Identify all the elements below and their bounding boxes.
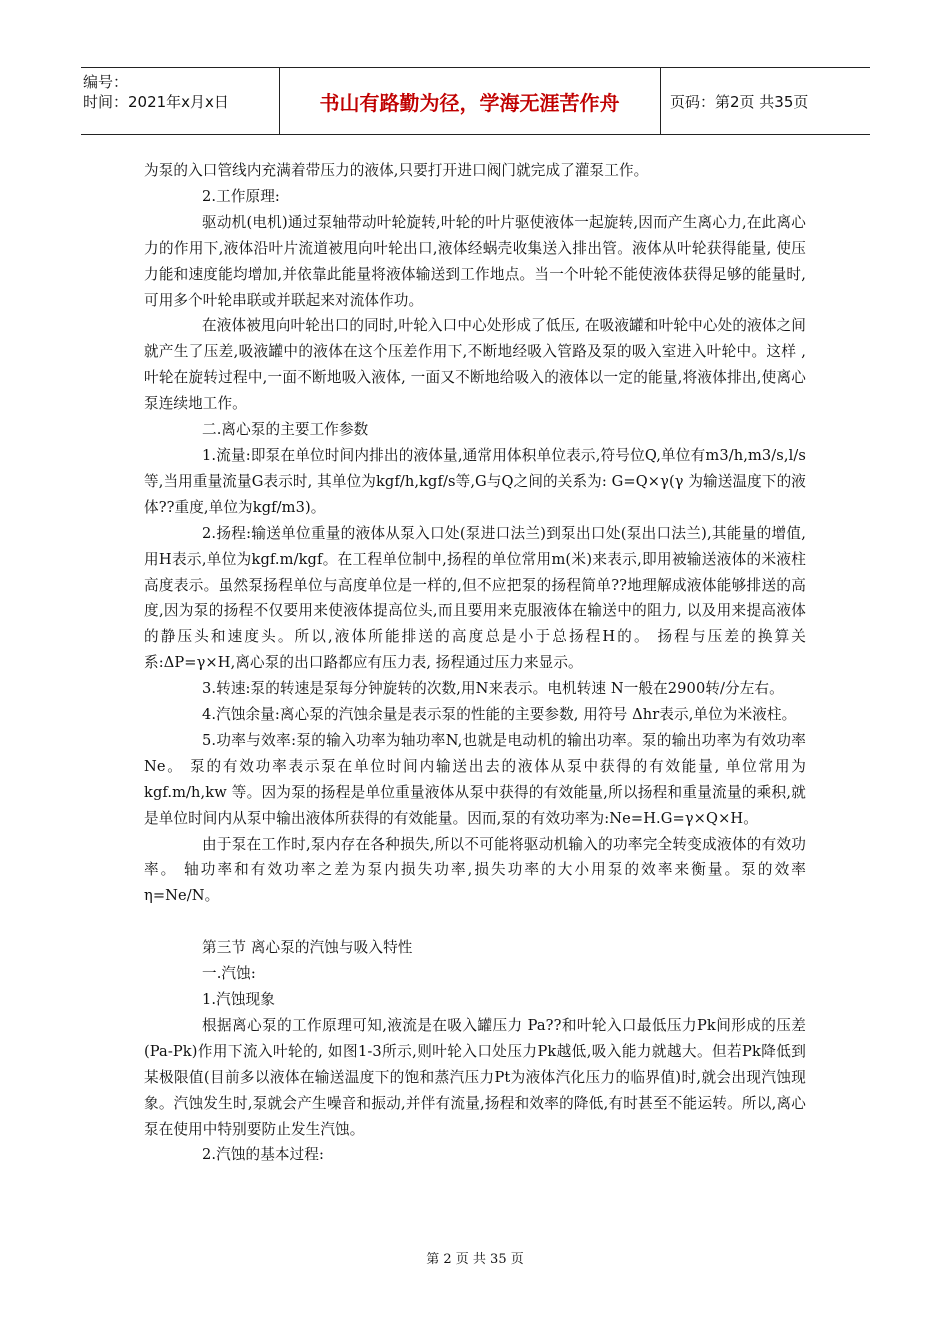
page-header: [81, 67, 870, 135]
page-footer: 第 2 页 共 35 页: [426, 1252, 524, 1267]
header-page-info: 页码：第2页 共35页: [670, 92, 809, 111]
paragraph: 5.功率与效率:泵的输入功率为轴功率N,也就是电动机的输出功率。泵的输出功率为有效功率Ne。 泵的有效功率表示泵在单位时间内输送出去的液体从泵中获得的有效能量, 单位常用为kgf.m/h,kw 等。因为泵的扬程是单位重量液体从泵中获得的有效能量,所以扬程和重量流量的乘积,就是单位时间内从泵中输出液体所获得的有效能量。因而,泵的有效功率为:Ne=H.G=γ×Q×H。: [144, 731, 806, 827]
paragraph: 驱动机(电机)通过泵轴带动叶轮旋转,叶轮的叶片驱使液体一起旋转,因而产生离心力,在此离心力的作用下,液体沿叶片流道被甩向叶轮出口,液体经蜗壳收集送入排出管。液体从叶轮获得能量, 使压力能和速度能均增加,并依靠此能量将液体输送到工作地点。当一个叶轮不能使液体获得足够的能量时,可用多个叶轮串联或并联起来对流体作功。: [144, 213, 806, 309]
section-heading: 一.汽蚀:: [202, 965, 256, 983]
paragraph: 在液体被甩向叶轮出口的同时,叶轮入口中心处形成了低压, 在吸液罐和叶轮中心处的液体之间就产生了压差,吸液罐中的液体在这个压差作用下,不断地经吸入管路及泵的吸入室进入叶轮中。这样 ,叶轮在旋转过程中,一面不断地吸入液体, 一面又不断地给吸入的液体以一定的能量,将液体排出,使离心泵连续地工作。: [144, 317, 806, 413]
blank-line: [144, 909, 806, 935]
paragraph: 4.汽蚀余量:离心泵的汽蚀余量是表示泵的性能的主要参数, 用符号 Δhr表示,单位为米液柱。: [202, 706, 797, 724]
document-code-label: 编号：: [83, 73, 129, 91]
paragraph: 1.流量:即泵在单位时间内排出的液体量,通常用体积单位表示,符号位Q,单位有m3/h,m3/s,l/s等,当用重量流量G表示时, 其单位为kgf/h,kgf/s等,G与Q之间的关系为: G=Q×γ(γ 为输送温度下的液体??重度,单位为kgf/m3)。: [144, 446, 806, 516]
paragraph: 根据离心泵的工作原理可知,液流是在吸入罐压力 Pa??和叶轮入口最低压力Pk间形成的压差(Pa-Pk)作用下流入叶轮的, 如图1-3所示,则叶轮入口处压力Pk越低,吸入能力就越大。但若Pk降低到某极限值(目前多以液体在输送温度下的饱和蒸汽压力Pt为液体汽化压力的临界值)时,就会出现汽蚀现象。汽蚀发生时,泵就会产生噪音和振动,并伴有流量,扬程和效率的降低,有时甚至不能运转。所以,离心泵在使用中特别要防止发生汽蚀。: [144, 1016, 806, 1138]
subheading: 2.工作原理:: [202, 187, 280, 205]
paragraph: 由于泵在工作时,泵内存在各种损失,所以不可能将驱动机输入的功率完全转变成液体的有效功率。 轴功率和有效功率之差为泵内损失功率,损失功率的大小用泵的效率来衡量。泵的效率 η=Ne/N。: [144, 835, 806, 905]
chapter-heading: 第三节 离心泵的汽蚀与吸入特性: [202, 939, 413, 957]
paragraph: 为泵的入口管线内充满着带压力的液体,只要打开进口阀门就完成了灌泵工作。: [144, 162, 649, 179]
document-body: [144, 158, 806, 1168]
header-meta: [81, 68, 280, 134]
section-heading: 二.离心泵的主要工作参数: [202, 421, 369, 439]
subheading: 2.汽蚀的基本过程:: [202, 1146, 324, 1164]
header-motto: 书山有路勤为径，学海无涯苦作舟: [279, 68, 661, 134]
paragraph: 3.转速:泵的转速是泵每分钟旋转的次数,用N来表示。电机转速 N一般在2900转/分左右。: [202, 680, 784, 698]
subheading: 1.汽蚀现象: [202, 990, 275, 1008]
paragraph: 2.扬程:输送单位重量的液体从泵入口处(泵进口法兰)到泵出口处(泵出口法兰),其能量的增值,用H表示,单位为kgf.m/kgf。在工程单位制中,扬程的单位常用m(米)来表示,即用被输送液体的米液柱高度表示。虽然泵扬程单位与高度单位是一样的,但不应把泵的扬程简单??地理解成液体能够排送的高度,因为泵的扬程不仅要用来使液体提高位头,而且要用来克服液体在输送中的阻力, 以及用来提高液体的静压头和速度头。所以,液体所能排送的高度总是小于总扬程H的。 扬程与压差的换算关系:ΔP=γ×H,离心泵的出口路都应有压力表, 扬程通过压力来显示。: [144, 524, 806, 672]
document-date: 时间：2021年x月x日: [83, 93, 229, 111]
